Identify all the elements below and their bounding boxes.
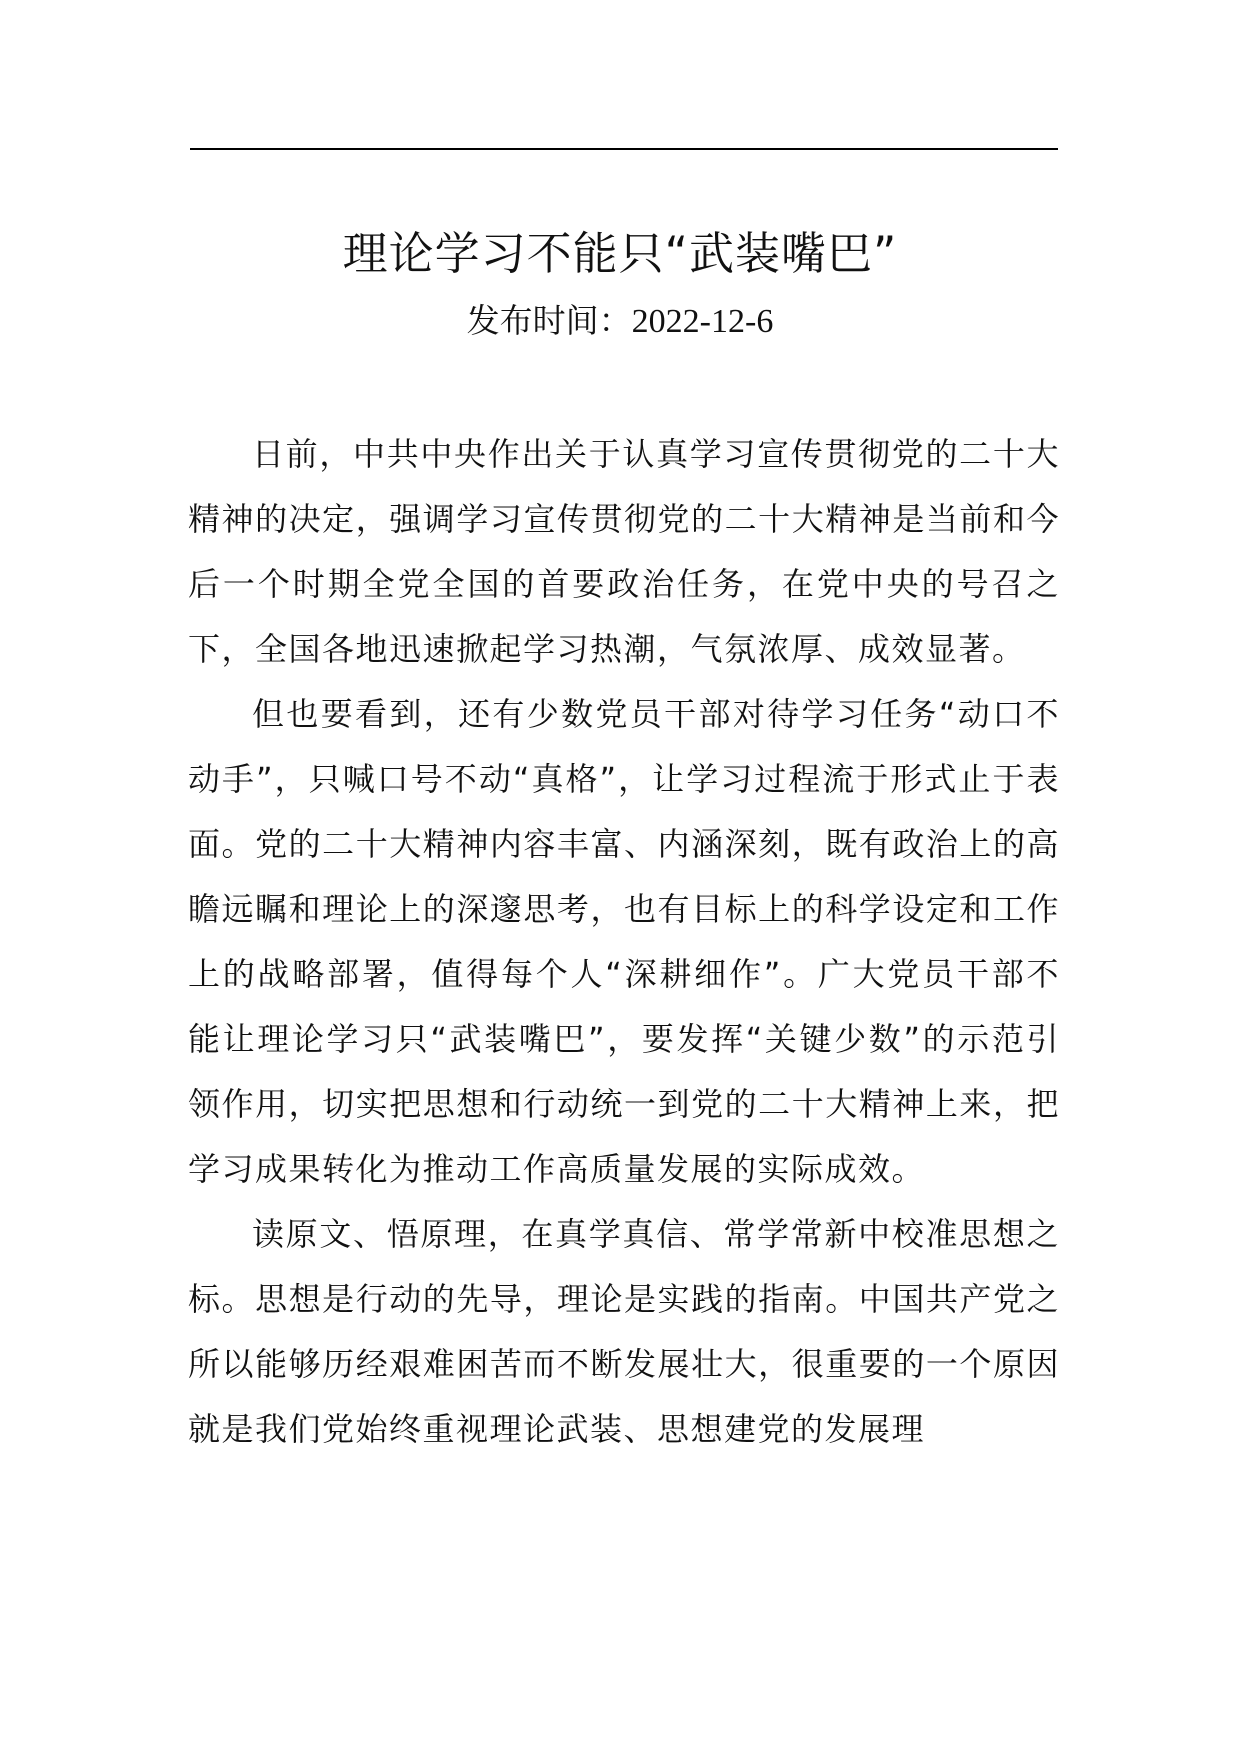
article-body bbox=[188, 422, 1060, 1462]
header-rule bbox=[190, 148, 1058, 150]
publish-date bbox=[0, 297, 1240, 346]
publish-date-value: 2022-12-6 bbox=[631, 303, 774, 340]
paragraph: 日前，中共中央作出关于认真学习宣传贯彻党的二十大精神的决定，强调学习宣传贯彻党的二十大精神是当前和今后一个时期全党全国的首要政治任务，在党中央的号召之下，全国各地迅速掀起学习热潮，气氛浓厚、成效显著。 bbox=[188, 435, 1060, 668]
publish-date-label: 发布时间： bbox=[466, 301, 632, 340]
paragraph: 但也要看到，还有少数党员干部对待学习任务“动口不动手”，只喊口号不动“真格”，让学习过程流于形式止于表面。党的二十大精神内容丰富、内涵深刻，既有政治上的高瞻远瞩和理论上的深邃思考，也有目标上的科学设定和工作上的战略部署，值得每个人“深耕细作”。广大党员干部不能让理论学习只“武装嘴巴”，要发挥“关键少数”的示范引领作用，切实把思想和行动统一到党的二十大精神上来，把学习成果转化为推动工作高质量发展的实际成效。 bbox=[188, 695, 1060, 1188]
article-title: 理论学习不能只“武装嘴巴” bbox=[342, 227, 898, 280]
paragraph: 读原文、悟原理，在真学真信、常学常新中校准思想之标。思想是行动的先导，理论是实践的指南。中国共产党之所以能够历经艰难困苦而不断发展壮大，很重要的一个原因就是我们党始终重视理论武装、思想建党的发展理 bbox=[188, 1215, 1060, 1448]
